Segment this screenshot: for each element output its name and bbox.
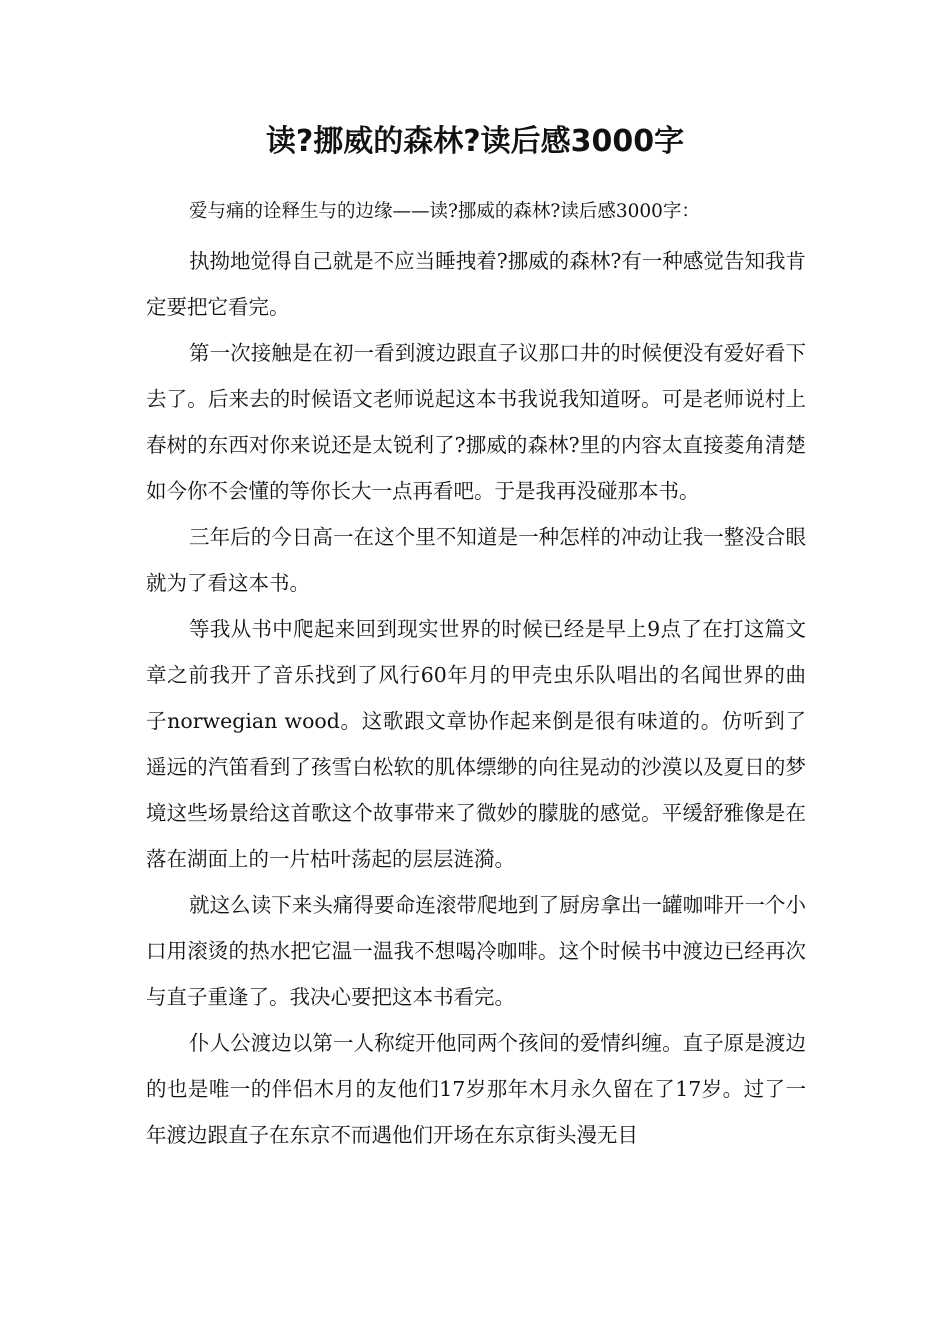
paragraph: 三年后的今日高一在这个里不知道是一种怎样的冲动让我一整没合眼就为了看这本书。 [146,525,806,595]
document-title: 读?挪威的森林?读后感3000字 [265,124,685,159]
document-body [146,192,806,1158]
paragraph-subtitle: 爱与痛的诠释生与的边缘——读?挪威的森林?读后感3000字： [189,201,700,222]
paragraph: 就这么读下来头痛得要命连滚带爬地到了厨房拿出一罐咖啡开一个小口用滚烫的热水把它温一温我不想喝冷咖啡。这个时候书中渡边已经再次与直子重逢了。我决心要把这本书看完。 [146,893,806,1009]
paragraph: 等我从书中爬起来回到现实世界的时候已经是早上9点了在打这篇文章之前我开了音乐找到了风行60年月的甲壳虫乐队唱出的名闻世界的曲子norwegian wood。这歌跟文章协作起来倒是很有味道的。仿听到了遥远的汽笛看到了孩雪白松软的肌体缥缈的向往晃动的沙漠以及夏日的梦境这些场景给这首歌这个故事带来了微妙的朦胧的感觉。平缓舒雅像是在落在湖面上的一片枯叶荡起的层层涟漪。 [146,617,806,871]
paragraph: 仆人公渡边以第一人称绽开他同两个孩间的爱情纠缠。直子原是渡边的也是唯一的伴侣木月的友他们17岁那年木月永久留在了17岁。过了一年渡边跟直子在东京不而遇他们开场在东京街头漫无目 [146,1031,806,1147]
paragraph: 执拗地觉得自己就是不应当睡拽着?挪威的森林?有一种感觉告知我肯定要把它看完。 [146,249,806,319]
paragraph: 第一次接触是在初一看到渡边跟直子议那口井的时候便没有爱好看下去了。后来去的时候语文老师说起这本书我说我知道呀。可是老师说村上春树的东西对你来说还是太锐利了?挪威的森林?里的内容太直接菱角清楚如今你不会懂的等你长大一点再看吧。于是我再没碰那本书。 [146,341,806,503]
